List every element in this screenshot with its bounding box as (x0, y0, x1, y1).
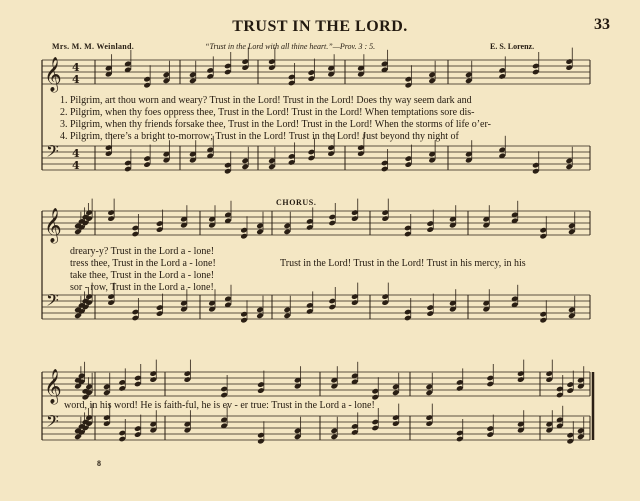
treble-clef: 𝄞 (44, 369, 62, 404)
chorus-lyric: Trust in the Lord! Trust in the Lord! Trust in his mercy, in his (280, 258, 526, 269)
time-signature: 4 (72, 73, 80, 86)
verse-line-3: 3. Pilgrim, when thy friends forsake thee, Trust in the Lord! Trust in the Lord! When the storms of life o’er- (60, 119, 491, 130)
composer-credit: E. S. Lorenz. (490, 42, 535, 51)
page-number: 33 (594, 16, 610, 33)
hymn-title: TRUST IN THE LORD. (232, 18, 408, 35)
system2-lyric-4: sor - row, Trust in the Lord a - lone! (70, 282, 214, 293)
bass-clef: 𝄢 (46, 141, 59, 165)
treble-clef: 𝄞 (44, 57, 62, 92)
verse-line-2: 2. Pilgrim, when thy foes oppress thee, Trust in the Lord! Trust in the Lord! When temptations sore dis- (60, 107, 475, 118)
time-signature: 4 (72, 147, 80, 160)
lyricist-credit: Mrs. M. M. Weinland. (52, 42, 135, 51)
system2-lyric-2: tress thee, Trust in the Lord a - lone! (70, 258, 216, 269)
system2-lyric-3: take thee, Trust in the Lord a - lone! (70, 270, 215, 281)
signature-mark: 8 (97, 459, 101, 468)
system3-lyric: word, in his word! He is faith-ful, he is ev - er true: Trust in the Lord a - lone! (64, 400, 375, 411)
verse-line-4: 4. Pilgrim, there’s a bright to-morrow; Trust in the Lord! Trust in the Lord! Just beyond thy night of (60, 131, 459, 142)
time-signature: 4 (72, 159, 80, 172)
verse-line-1: 1. Pilgrim, art thou worn and weary? Trust in the Lord! Trust in the Lord! Does thy way seem dark and (60, 95, 472, 106)
bass-clef: 𝄢 (46, 411, 59, 435)
time-signature: 4 (72, 61, 80, 74)
chorus-label: CHORUS. (276, 198, 317, 207)
treble-clef: 𝄞 (44, 208, 62, 243)
scripture-reference: “Trust in the Lord with all thine heart.”—Prov. 3 : 5. (205, 42, 376, 51)
bass-clef: 𝄢 (46, 290, 59, 314)
system2-lyric-1: dreary-y? Trust in the Lord a - lone! (70, 246, 215, 257)
